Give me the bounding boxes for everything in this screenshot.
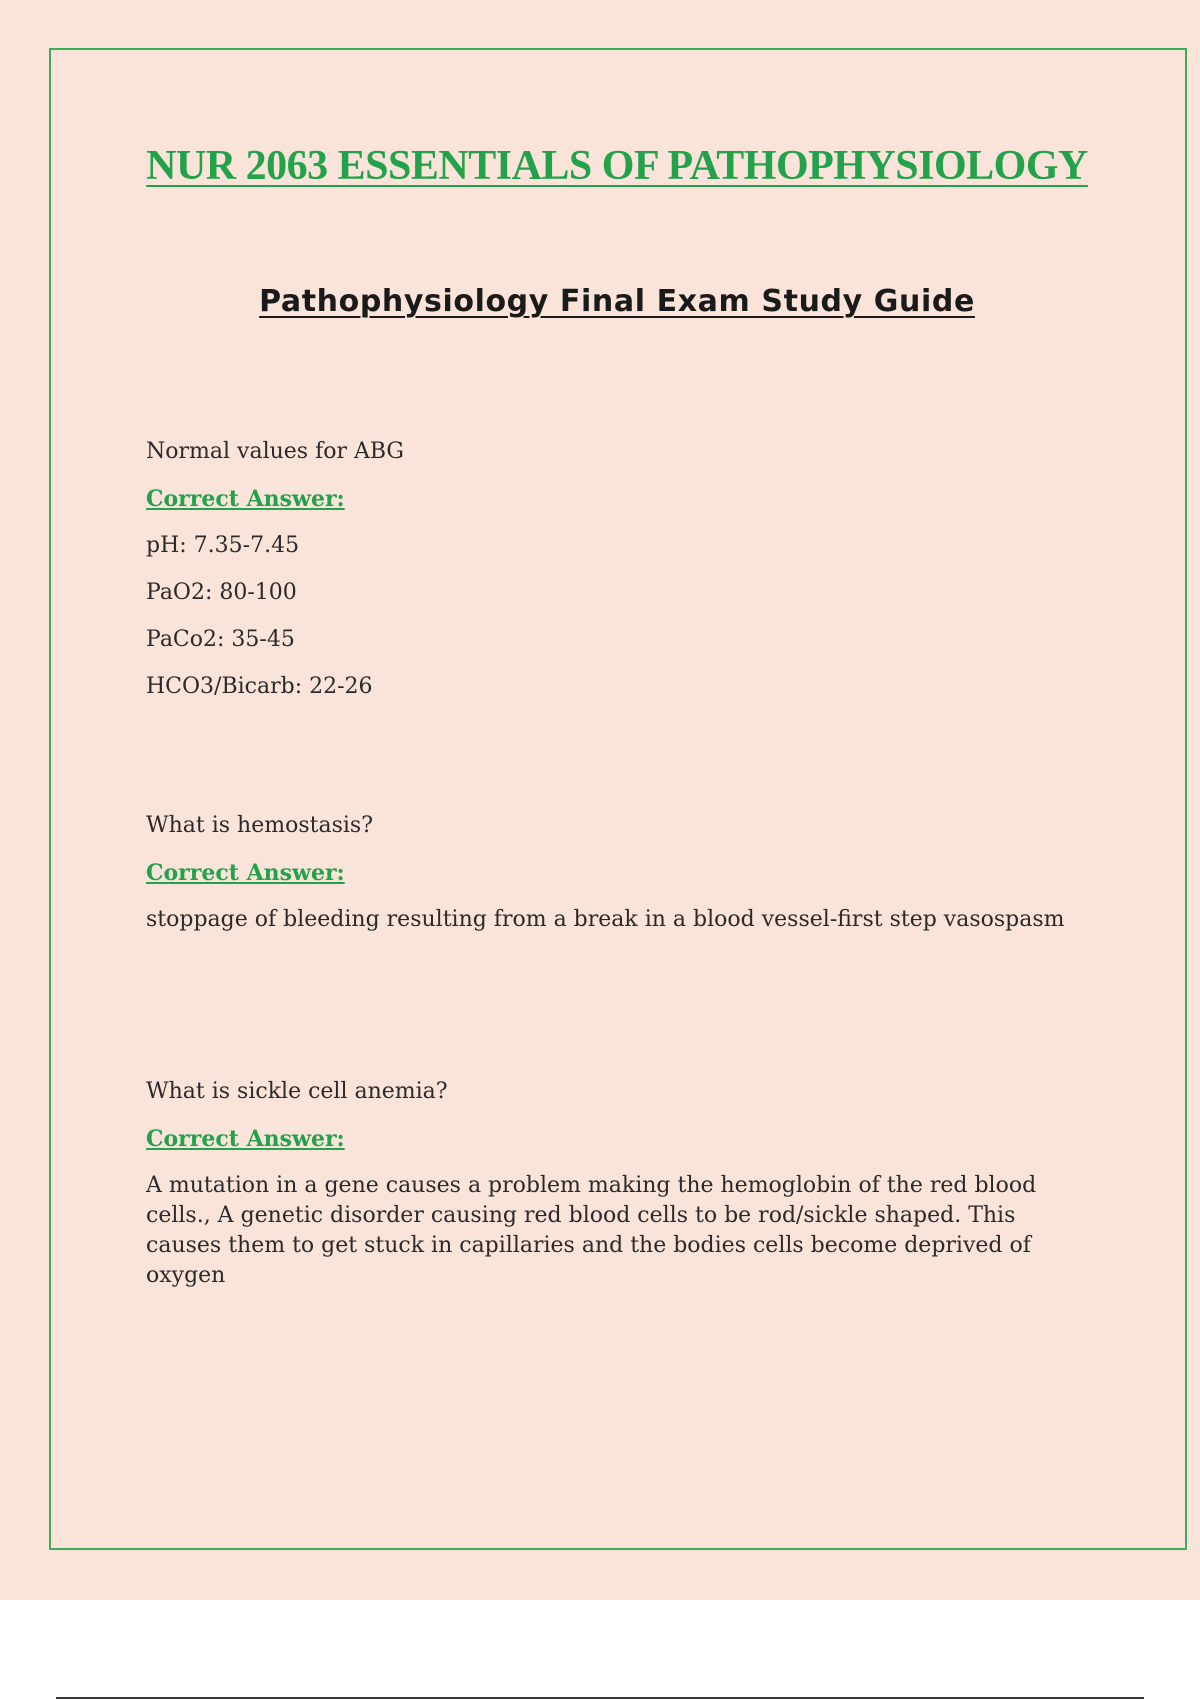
answer-line-hco3: HCO3/Bicarb: 22-26: [146, 674, 373, 699]
correct-answer-label: Correct Answer:: [146, 860, 345, 886]
page-border: [49, 48, 1187, 1550]
question-block-hemostasis: [146, 811, 1096, 935]
answer-line-pao2: PaO2: 80-100: [146, 580, 297, 605]
question-text: What is hemostasis?: [146, 813, 374, 838]
question-text: What is sickle cell anemia?: [146, 1079, 448, 1104]
answer-text: stoppage of bleeding resulting from a break in a blood vessel-first step vasospasm: [146, 907, 1065, 932]
answer-line-paco2: PaCo2: 35-45: [146, 627, 295, 652]
question-block-abg: [146, 437, 1096, 702]
footer-divider: [56, 1697, 1144, 1699]
question-block-sickle-cell: [146, 1077, 1096, 1291]
answer-text: A mutation in a gene causes a problem making the hemoglobin of the red blood cells., A genetic disorder causing red blood cells to be rod/sickle shaped. This causes them to get stuck in capillaries and the bodies cells become deprived of oxygen: [146, 1173, 1037, 1288]
correct-answer-label: Correct Answer:: [146, 486, 345, 512]
correct-answer-label: Correct Answer:: [146, 1126, 345, 1152]
question-text: Normal values for ABG: [146, 439, 405, 464]
answer-line-ph: pH: 7.35-7.45: [146, 533, 300, 558]
study-guide-title: Pathophysiology Final Exam Study Guide: [259, 284, 975, 319]
course-title: NUR 2063 ESSENTIALS OF PATHOPHYSIOLOGY: [146, 143, 1088, 189]
